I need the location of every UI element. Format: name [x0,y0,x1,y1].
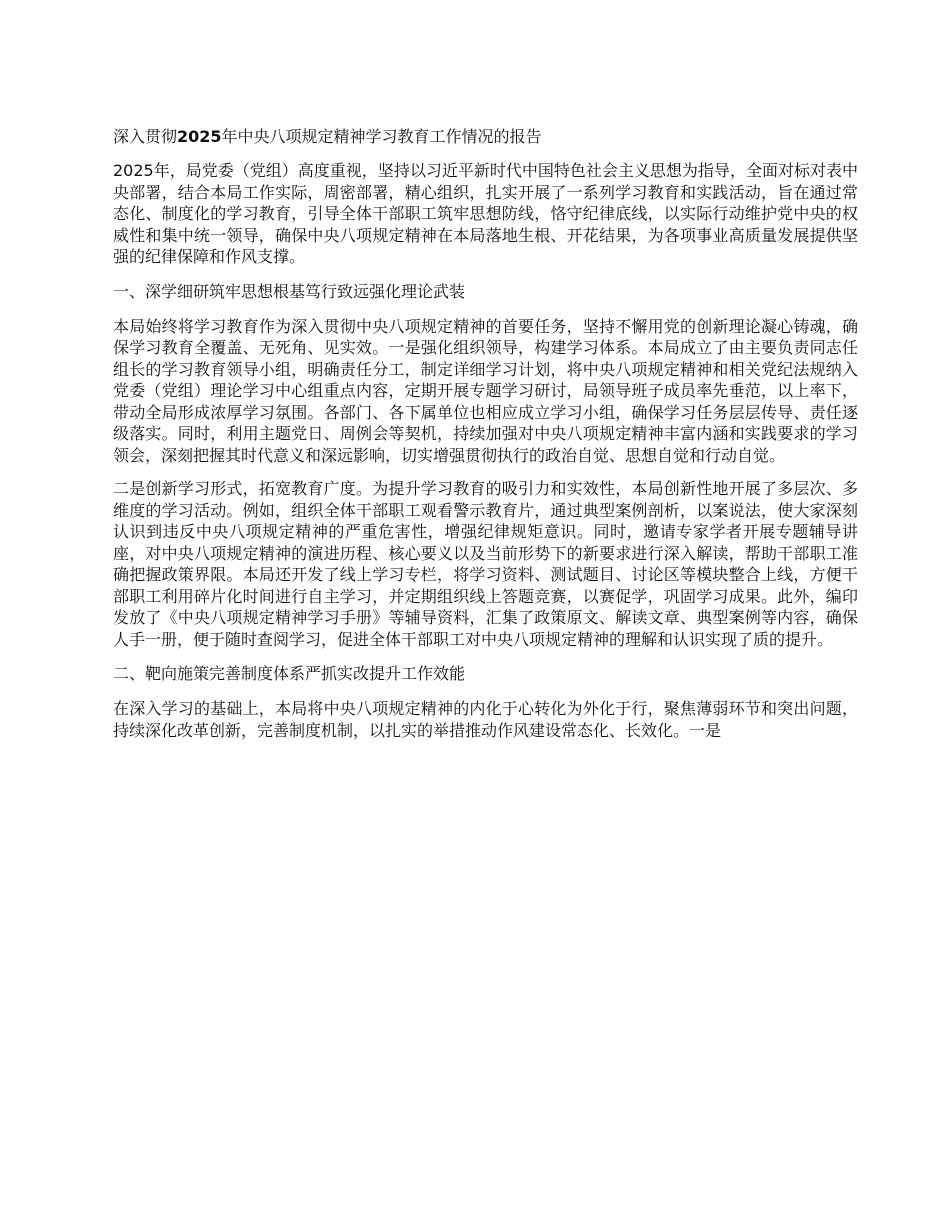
section-heading-2: 二、靶向施策完善制度体系严抓实改提升工作效能 [113,664,466,683]
section2-paragraph-1: 在深入学习的基础上，本局将中央八项规定精神的内化于心转化为外化于行，聚焦薄弱环节和突出问题，持续深化改革创新，完善制度机制，以扎实的举措推动作风建设常态化、长效化。一是 [113,699,858,740]
section1-paragraph-1: 本局始终将学习教育作为深入贯彻中央八项规定精神的首要任务，坚持不懈用党的创新理论凝心铸魂，确保学习教育全覆盖、无死角、见实效。一是强化组织领导，构建学习体系。本局成立了由主要负责同志任组长的学习教育领导小组，明确责任分工，制定详细学习计划，将中央八项规定精神和相关党纪法规纳入党委（党组）理论学习中心组重点内容，定期开展专题学习研讨，局领导班子成员率先垂范，以上率下，带动全局形成浓厚学习氛围。各部门、各下属单位也相应成立学习小组，确保学习任务层层传导、责任逐级落实。同时，利用主题党日、周例会等契机，持续加强对中央八项规定精神丰富内涵和实践要求的学习领会，深刻把握其时代意义和深远影响，切实增强贯彻执行的政治自觉、思想自觉和行动自觉。 [113,316,858,465]
document-page [113,124,858,753]
document-title [113,124,858,150]
section-heading-1: 一、深学细研筑牢思想根基笃行致远强化理论武装 [113,281,466,301]
title-suffix: 年中央八项规定精神学习教育工作情况的报告 [221,127,542,146]
intro-paragraph: 2025年，局党委（党组）高度重视，坚持以习近平新时代中国特色社会主义思想为指导，全面对标对表中央部署，结合本局工作实际，周密部署，精心组织，扎实开展了一系列学习教育和实践活动，旨在通过常态化、制度化的学习教育，引导全体干部职工筑牢思想防线，恪守纪律底线，以实际行动维护党中央的权威性和集中统一领导，确保中央八项规定精神在本局落地生根、开花结果，为各项事业高质量发展提供坚强的纪律保障和作风支撑。 [113,161,858,266]
section1-paragraph-2: 二是创新学习形式，拓宽教育广度。为提升学习教育的吸引力和实效性，本局创新性地开展了多层次、多维度的学习活动。例如，组织全体干部职工观看警示教育片，通过典型案例剖析，以案说法，使大家深刻认识到违反中央八项规定精神的严重危害性，增强纪律规矩意识。同时，邀请专家学者开展专题辅导讲座，对中央八项规定精神的演进历程、核心要义以及当前形势下的新要求进行深入解读，帮助干部职工准确把握政策界限。本局还开发了线上学习专栏，将学习资料、测试题目、讨论区等模块整合上线，方便干部职工利用碎片化时间进行自主学习，并定期组织线上答题竞赛，以赛促学，巩固学习成果。此外，编印发放了《中央八项规定精神学习手册》等辅导资料，汇集了政策原文、解读文章、典型案例等内容，确保人手一册，便于随时查阅学习，促进全体干部职工对中央八项规定精神的理解和认识实现了质的提升。 [113,479,858,649]
title-prefix: 深入贯彻 [113,127,178,146]
title-year: 2025 [177,127,222,146]
